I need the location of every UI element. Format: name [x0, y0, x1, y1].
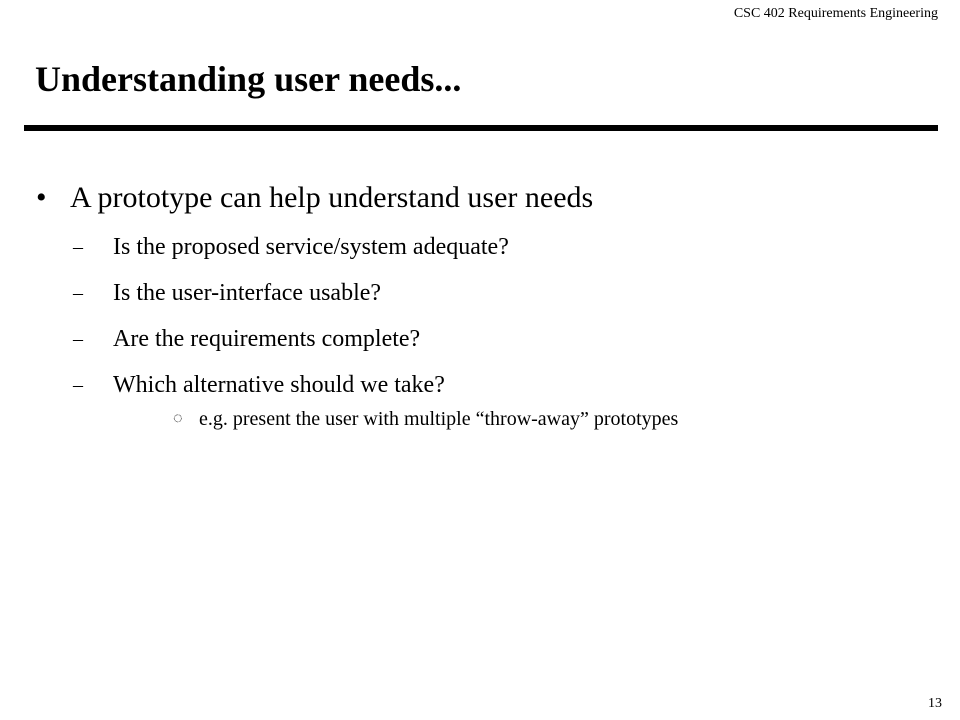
bullet-item	[36, 178, 916, 434]
sub-bullet-item	[70, 224, 916, 270]
sub-bullet-text: Is the proposed service/system adequate?	[113, 234, 509, 260]
sub-bullet-item	[70, 362, 916, 434]
dash-marker: –	[73, 328, 83, 350]
sub-bullet-list	[70, 224, 916, 434]
dash-marker: –	[73, 282, 83, 304]
sub-bullet-item	[70, 316, 916, 362]
page-number: 13	[928, 696, 942, 711]
sub-sub-bullet-text: e.g. present the user with multiple “throw-away” prototypes	[199, 408, 679, 430]
dash-marker: –	[73, 374, 83, 396]
sub-bullet-text: Is the user-interface usable?	[113, 280, 382, 306]
circle-marker-icon: ◌	[173, 410, 183, 427]
sub-bullet-text: Which alternative should we take?	[113, 372, 445, 398]
sub-sub-bullet-item	[113, 404, 916, 434]
sub-sub-bullet-list	[113, 404, 916, 434]
bullet-text: A prototype can help understand user needs	[70, 181, 594, 214]
bullet-marker: •	[36, 181, 47, 214]
sub-bullet-item	[70, 270, 916, 316]
sub-bullet-text: Are the requirements complete?	[113, 326, 421, 352]
course-header: CSC 402 Requirements Engineering	[733, 6, 938, 21]
bullet-list	[36, 178, 916, 434]
dash-marker: –	[73, 236, 83, 258]
slide-title: Understanding user needs...	[35, 59, 462, 99]
title-divider	[24, 125, 938, 131]
